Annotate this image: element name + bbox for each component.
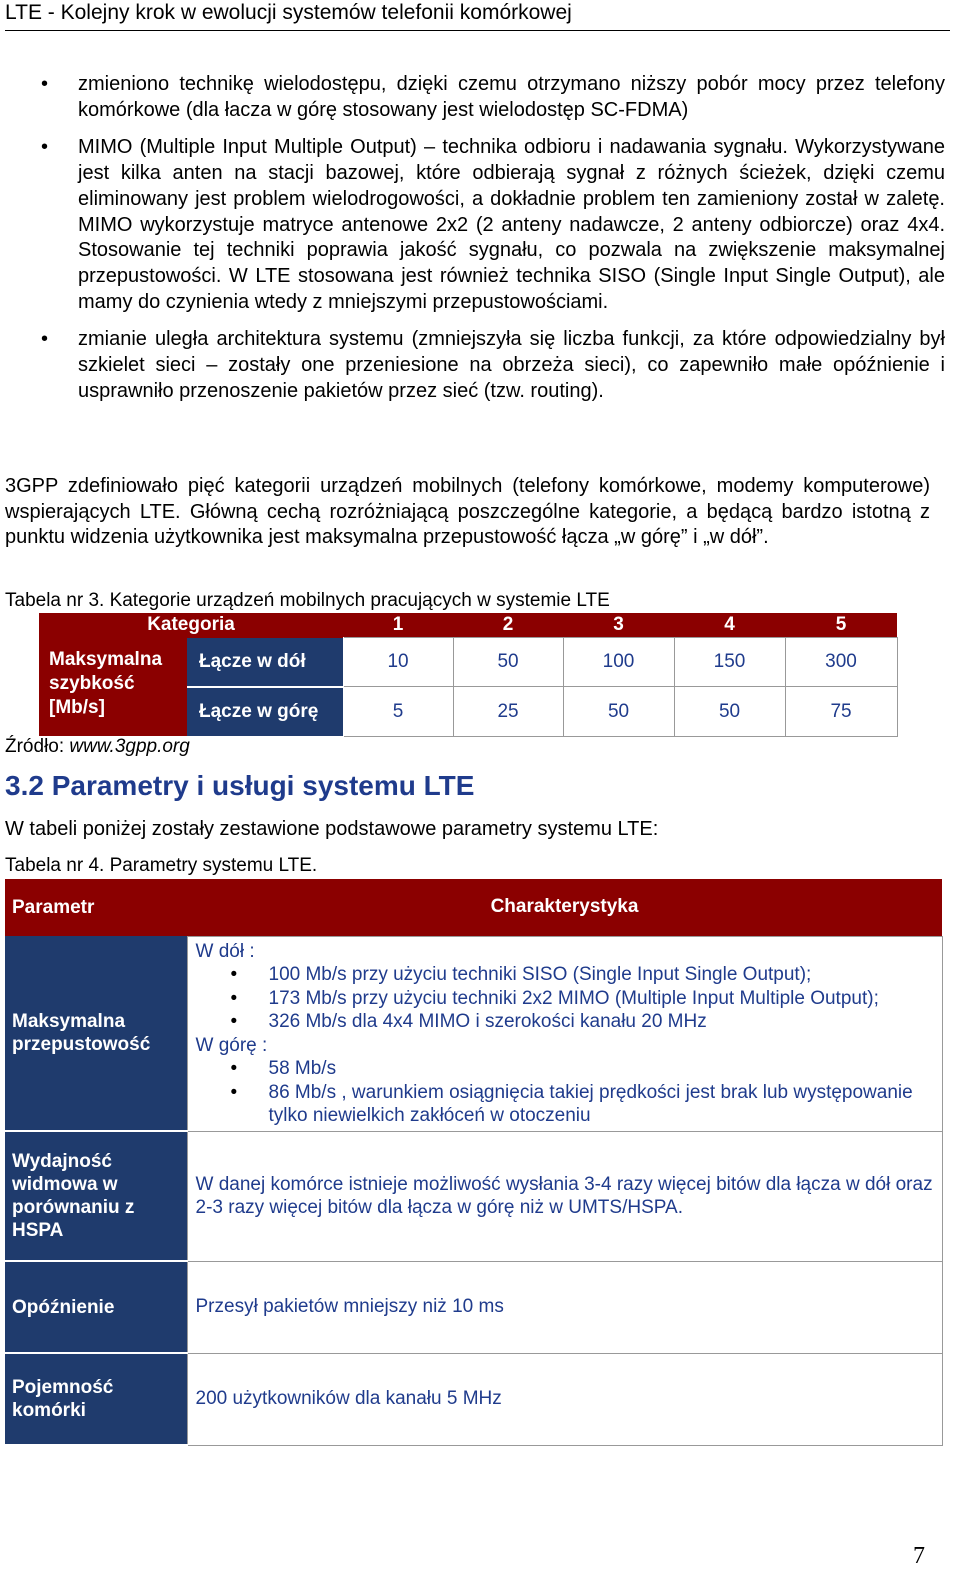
row-label: Pojemność komórki bbox=[5, 1353, 187, 1445]
bullet-icon: • bbox=[230, 1081, 238, 1103]
table-row bbox=[5, 1353, 942, 1445]
bullet-icon: • bbox=[230, 1058, 238, 1079]
list-item: • 100 Mb/s przy użyciu techniki SISO (Single Input Single Output); bbox=[230, 964, 812, 985]
table-cell: 75 bbox=[785, 687, 897, 737]
header-cell: Charakterystyka bbox=[187, 879, 942, 936]
header-cell: Parametr bbox=[5, 879, 187, 936]
row-label: Łącze w górę bbox=[187, 687, 343, 737]
lte-parameters-table bbox=[5, 879, 943, 1446]
list-item: • 86 Mb/s , warunkiem osiągnięcia takiej prędkości jest brak lub występowanie tylko niewielkich zakłóceń w otoczeniu bbox=[230, 1081, 913, 1126]
list-item: • 58 Mb/s bbox=[230, 1058, 337, 1079]
section-title: 3.2 Parametry i usługi systemu LTE bbox=[5, 770, 475, 801]
table-row bbox=[5, 1131, 942, 1261]
table-cell: W danej komórce istnieje możliwość wysłania 3-4 razy więcej bitów dla łącza w dół oraz 2-3 razy więcej bitów dla łącza w górę niż w UMTS/HSPA. bbox=[187, 1131, 942, 1261]
table3-caption: Tabela nr 3. Kategorie urządzeń mobilnych pracujących w systemie LTE bbox=[5, 590, 610, 611]
section-intro: W tabeli poniżej zostały zestawione podstawowe parametry systemu LTE: bbox=[5, 818, 659, 840]
row-label: Opóźnienie bbox=[5, 1261, 187, 1353]
table-cell: 25 bbox=[453, 687, 563, 737]
table-cell: 200 użytkowników dla kanału 5 MHz bbox=[187, 1353, 942, 1445]
table-row bbox=[5, 936, 942, 1131]
header-cell: 5 bbox=[785, 613, 897, 638]
bullet-item: • zmianie uległa architektura systemu (zmniejszyła się liczba funkcji, za które odpowiedzialny był szkielet sieci – zostały one przeniesione na obrzeża sieci), co zapewniło małe opóźnienie i usprawniło przenoszenie pakietów przez sieć (tzw. routing). bbox=[41, 328, 945, 402]
table-cell bbox=[187, 936, 942, 1131]
row-group-label: Maksymalna szybkość [Mb/s] bbox=[39, 638, 187, 737]
header-cell: 2 bbox=[453, 613, 563, 638]
table-cell: 50 bbox=[674, 687, 785, 737]
table-row bbox=[39, 638, 897, 687]
row-label: Wydajność widmowa w porównaniu z HSPA bbox=[5, 1131, 187, 1261]
header-cell: 3 bbox=[563, 613, 674, 638]
bullet-icon: • bbox=[230, 987, 238, 1009]
page-number: 7 bbox=[913, 1543, 925, 1569]
running-header: LTE - Kolejny krok w ewolucji systemów telefonii komórkowej bbox=[5, 0, 950, 31]
table4-caption: Tabela nr 4. Parametry systemu LTE. bbox=[5, 855, 318, 876]
bullet-icon: • bbox=[41, 73, 49, 95]
table-cell: 150 bbox=[674, 638, 785, 687]
table-cell: Przesył pakietów mniejszy niż 10 ms bbox=[187, 1261, 942, 1353]
table-cell: 100 bbox=[563, 638, 674, 687]
table-row bbox=[5, 1261, 942, 1353]
bullet-icon: • bbox=[41, 328, 49, 351]
table-header-row bbox=[39, 613, 897, 638]
list-item: • 326 Mb/s dla 4x4 MIMO i szerokości kanału 20 MHz bbox=[230, 1011, 707, 1032]
bullet-item: • zmieniono technikę wielodostępu, dzięki czemu otrzymano niższy pobór mocy przez telefony komórkowe (dla łacza w górę stosowany jest wielodostęp SC-FDMA) bbox=[41, 73, 945, 121]
header-cell: 4 bbox=[674, 613, 785, 638]
feature-bullet-list bbox=[5, 72, 945, 416]
table-header-row bbox=[5, 879, 942, 936]
row-label: Łącze w dół bbox=[187, 638, 343, 687]
bullet-icon: • bbox=[230, 964, 238, 985]
body-paragraph: 3GPP zdefiniowało pięć kategorii urządzeń mobilnych (telefony komórkowe, modemy komputerowe) wspierających LTE. Główną cechą rozróżniającą poszczególne kategorie, a będącą bardzo istotną z punktu widzenia użytkownika jest maksymalna przepustowość łącza „w górę” i „w dół”. bbox=[5, 475, 930, 549]
header-cell: 1 bbox=[343, 613, 453, 638]
table-cell: 5 bbox=[343, 687, 453, 737]
downlink-list bbox=[196, 963, 934, 1034]
table-cell: 50 bbox=[453, 638, 563, 687]
downlink-title: W dół : bbox=[195, 940, 255, 962]
bullet-item: • MIMO (Multiple Input Multiple Output) – technika odbioru i nadawania sygnału. Wykorzystywane jest kilka anten na stacji bazowej, które odbierają sygnał z różnych ścieżek, dzięki czemu eliminowany jest problem wielodrogowości, a dokładnie problem ten zamieniony został w zaletę. MIMO wykorzystuje matryce antenowe 2x2 (2 anteny nadawcze, 2 anteny odbiorcze) oraz 4x4. Stosowanie tej techniki poprawia jakość sygnału, co pozwala na zwiększenie maksymalnej przepustowości. W LTE stosowana jest również technika SISO (Single Input Single Output), ale mamy do czynienia wtedy z mniejszymi przepustowościami. bbox=[41, 136, 945, 313]
bullet-icon: • bbox=[230, 1011, 238, 1032]
device-category-table bbox=[39, 613, 898, 738]
list-item: • 173 Mb/s przy użyciu techniki 2x2 MIMO (Multiple Input Multiple Output); bbox=[230, 987, 879, 1009]
bullet-icon: • bbox=[41, 136, 49, 159]
table-cell: 10 bbox=[343, 638, 453, 687]
table-cell: 300 bbox=[785, 638, 897, 687]
row-label: Maksymalna przepustowość bbox=[5, 936, 187, 1131]
header-cell: Kategoria bbox=[39, 613, 343, 638]
table-cell: 50 bbox=[563, 687, 674, 737]
uplink-list bbox=[196, 1057, 934, 1128]
table3-source: Źródło: www.3gpp.org bbox=[5, 736, 190, 757]
uplink-title: W górę : bbox=[195, 1034, 268, 1056]
